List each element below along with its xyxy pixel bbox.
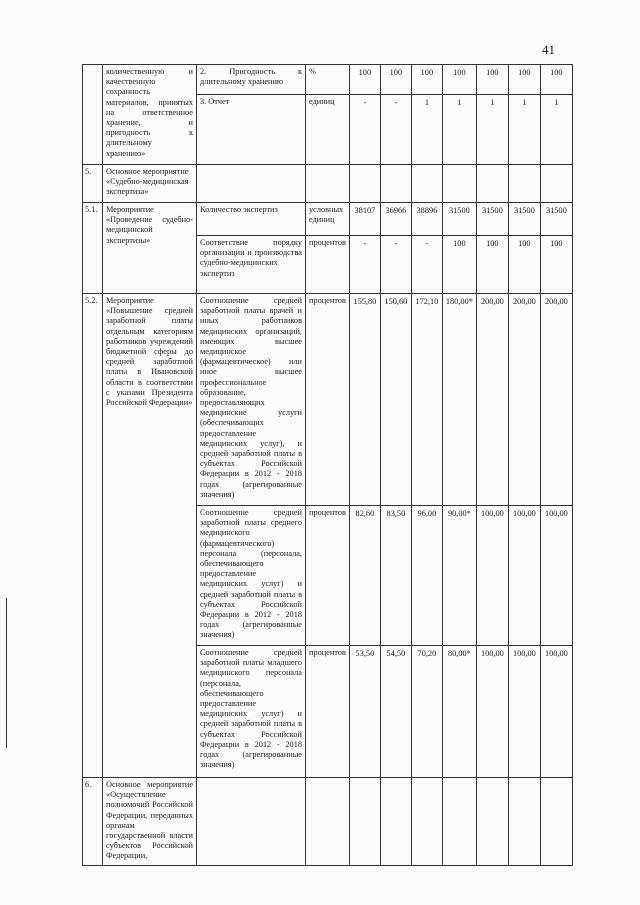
value-cell: 31500 [476,203,508,236]
value-cell: 100 [411,65,442,95]
indicator-cell: Количество экспертиз [197,203,306,236]
table-row [83,165,573,203]
value-cell [349,778,380,866]
value-cell: 100 [349,65,380,95]
value-cell: 100 [508,236,540,294]
row-number [83,65,103,165]
unit-cell: процентов [306,294,350,506]
value-cell: 38107 [349,203,380,236]
value-cell: 70,20 [411,646,442,778]
value-cell: 53,50 [349,646,380,778]
value-cell [442,165,476,203]
table-row [83,294,573,506]
value-cell [349,165,380,203]
row-number: 5.1. [83,203,103,294]
value-cell: 100,00 [540,646,572,778]
value-cell [442,778,476,866]
value-cell: 172,10 [411,294,442,506]
unit-cell: единиц [306,95,350,165]
event-cell: количественную и качественную сохранность материалов, принятых на ответственное хранение, и пригодность к длительному хранению» [103,65,197,165]
value-cell: 155,80 [349,294,380,506]
value-cell: 100,00 [508,506,540,646]
value-cell [476,165,508,203]
row-number: 5. [83,165,103,203]
indicator-cell: 3. Отчет [197,95,306,165]
value-cell: 90,00* [442,506,476,646]
value-cell: 180,00* [442,294,476,506]
table-row [83,203,573,236]
page-number: 41 [542,42,555,57]
unit-cell [306,165,350,203]
value-cell: - [380,95,411,165]
unit-cell [306,778,350,866]
value-cell: - [380,236,411,294]
value-cell [540,778,572,866]
value-cell: 100 [540,65,572,95]
value-cell [411,778,442,866]
value-cell: 96,00 [411,506,442,646]
value-cell: 100 [540,236,572,294]
value-cell: 82,60 [349,506,380,646]
value-cell: 38896 [411,203,442,236]
row-number: 6. [83,778,103,866]
value-cell [411,165,442,203]
value-cell: 1 [411,95,442,165]
value-cell: 100 [508,65,540,95]
indicators-table [82,64,573,866]
value-cell [508,778,540,866]
indicator-cell: Соответствие порядку организации и производства судебно-медицинских экспертиз [197,236,306,294]
value-cell: 31500 [540,203,572,236]
indicator-cell [197,778,306,866]
unit-cell: процентов [306,236,350,294]
indicator-cell [197,165,306,203]
value-cell: 1 [540,95,572,165]
value-cell: 100 [442,236,476,294]
value-cell [540,165,572,203]
row-number: 5.2. [83,294,103,778]
value-cell: 54,50 [380,646,411,778]
value-cell: 1 [508,95,540,165]
value-cell: 100,00 [476,646,508,778]
event-cell: Основное мероприятие «Осуществление полномочий Российской Федерации, переданных органам государственной власти субъектов Российской Федерации, [103,778,197,866]
value-cell: 36966 [380,203,411,236]
table-row [83,778,573,866]
event-cell: Основное мероприятие «Судебно-медицинская экспертиза» [103,165,197,203]
value-cell: 100,00 [540,506,572,646]
unit-cell: процентов [306,646,350,778]
table-row [83,65,573,95]
value-cell: - [349,95,380,165]
value-cell: 100,00 [476,506,508,646]
value-cell: 150,60 [380,294,411,506]
value-cell: 80,00* [442,646,476,778]
indicator-cell: Соотношение средней заработной платы среднего медицинского (фармацевтического) персонала (персонала, обеспечивающего предоставление медицинских услуг) и средней заработной платы в субъектах Российской Федерации в 2012 - 2018 годах (агрегированные значения) [197,506,306,646]
unit-cell: % [306,65,350,95]
indicator-cell: Соотношение средней заработной платы младшего медицинского персонала (персонала, обеспечивающего предоставление медицинских услуг) и средней заработной платы в субъектах Российской Федерации в 2012 - 2018 годах (агрегированные значения) [197,646,306,778]
unit-cell: условных единиц [306,203,350,236]
value-cell: 100 [442,65,476,95]
value-cell [508,165,540,203]
value-cell: 31500 [508,203,540,236]
indicator-cell: Соотношение средней заработной платы врачей и иных работников медицинских организаций, имеющих высшее медицинское (фармацевтическое) или иное высшее профессиональное образование, предоставляющих медицинские услуги (обеспечивающих предоставление медицинских услуг), и средней заработной платы в субъектах Российской Федерации в 2012 - 2018 годах (агрегированные значения) [197,294,306,506]
value-cell [380,165,411,203]
value-cell: 31500 [442,203,476,236]
margin-mark [6,598,7,748]
value-cell: 1 [476,95,508,165]
value-cell: 200,00 [476,294,508,506]
value-cell: 100 [380,65,411,95]
value-cell [476,778,508,866]
value-cell: 200,00 [540,294,572,506]
value-cell: 100 [476,236,508,294]
value-cell: 83,50 [380,506,411,646]
event-cell: Мероприятие «Повышение средней заработной платы отдельным категориям работников учреждений бюджетной сферы до средней заработной платы в Ивановской области в соответствии с указами Президента Российской Федерации» [103,294,197,778]
value-cell: 1 [442,95,476,165]
value-cell: 100 [476,65,508,95]
value-cell: 100,00 [508,646,540,778]
value-cell: - [349,236,380,294]
value-cell: - [411,236,442,294]
indicator-cell: 2. Пригодность к длительному хранению [197,65,306,95]
value-cell [380,778,411,866]
unit-cell: процентов [306,506,350,646]
value-cell: 200,00 [508,294,540,506]
event-cell: Мероприятие «Проведение судебно-медицинской экспертизы» [103,203,197,294]
